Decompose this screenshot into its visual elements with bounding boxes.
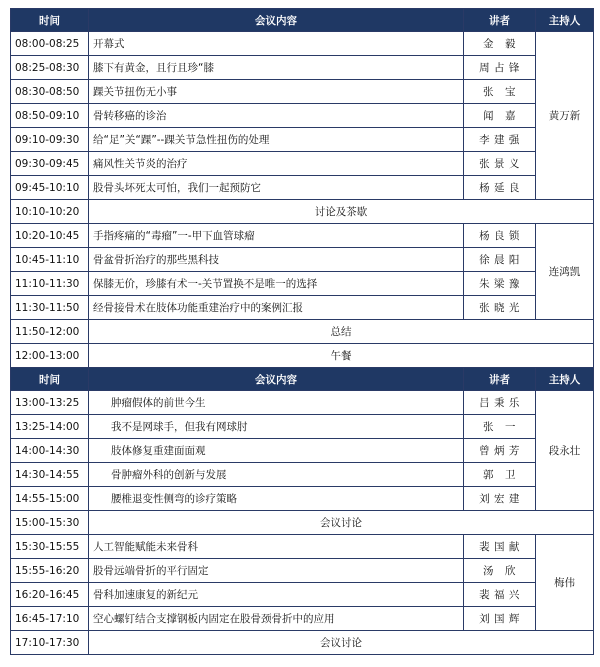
- header-row: [11, 9, 594, 32]
- label-cell: 午餐: [89, 344, 594, 368]
- table-row: [11, 439, 594, 463]
- table-row: [11, 104, 594, 128]
- table-row: [11, 80, 594, 104]
- topic-cell: 开幕式: [89, 32, 464, 56]
- time-cell: 13:00-13:25: [11, 391, 89, 415]
- speaker-cell: 吕 秉 乐: [464, 391, 536, 415]
- table-row: [11, 32, 594, 56]
- summary-row: [11, 320, 594, 344]
- host-cell: 黄万新: [536, 32, 594, 200]
- topic-cell: 给“足”关“踝”--踝关节急性扭伤的处理: [89, 128, 464, 152]
- time-cell: 08:30-08:50: [11, 80, 89, 104]
- topic-cell: 骨转移癌的诊治: [89, 104, 464, 128]
- time-cell: 09:10-09:30: [11, 128, 89, 152]
- speaker-cell: 杨 延 良: [464, 176, 536, 200]
- time-cell: 15:00-15:30: [11, 511, 89, 535]
- header-topic: 会议内容: [89, 368, 464, 391]
- table-row: [11, 583, 594, 607]
- host-cell: 段永壮: [536, 391, 594, 511]
- header-speaker: 讲者: [464, 9, 536, 32]
- speaker-cell: 金 毅: [464, 32, 536, 56]
- topic-cell: 股骨远端骨折的平行固定: [89, 559, 464, 583]
- time-cell: 11:10-11:30: [11, 272, 89, 296]
- topic-cell: 手指疼痛的“毒瘤”一-甲下血管球瘤: [89, 224, 464, 248]
- topic-cell: 痛风性关节炎的治疗: [89, 152, 464, 176]
- time-cell: 09:30-09:45: [11, 152, 89, 176]
- time-cell: 11:50-12:00: [11, 320, 89, 344]
- table-row: [11, 176, 594, 200]
- time-cell: 15:30-15:55: [11, 535, 89, 559]
- time-cell: 17:10-17:30: [11, 631, 89, 655]
- discussion-row: [11, 631, 594, 655]
- schedule-table: [10, 8, 594, 655]
- time-cell: 14:55-15:00: [11, 487, 89, 511]
- topic-cell: 保膝无价，珍膝有术一-关节置换不是唯一的选择: [89, 272, 464, 296]
- speaker-cell: 张 晓 光: [464, 296, 536, 320]
- time-cell: 15:55-16:20: [11, 559, 89, 583]
- topic-cell: 经骨接骨术在肢体功能重建治疗中的案例汇报: [89, 296, 464, 320]
- break-row: [11, 200, 594, 224]
- topic-cell: 腰椎退变性侧弯的诊疗策略: [89, 487, 464, 511]
- header-time: 时间: [11, 368, 89, 391]
- header-host: 主持人: [536, 9, 594, 32]
- speaker-cell: 裴 国 献: [464, 535, 536, 559]
- topic-cell: 空心螺钉结合支撑钢板内固定在股骨颈骨折中的应用: [89, 607, 464, 631]
- table-row: [11, 415, 594, 439]
- header-host: 主持人: [536, 368, 594, 391]
- time-cell: 12:00-13:00: [11, 344, 89, 368]
- table-row: [11, 535, 594, 559]
- table-row: [11, 607, 594, 631]
- time-cell: 10:45-11:10: [11, 248, 89, 272]
- time-cell: 14:00-14:30: [11, 439, 89, 463]
- topic-cell: 肿瘤假体的前世今生: [89, 391, 464, 415]
- table-row: [11, 487, 594, 511]
- header-time: 时间: [11, 9, 89, 32]
- time-cell: 16:45-17:10: [11, 607, 89, 631]
- speaker-cell: 朱 梁 豫: [464, 272, 536, 296]
- speaker-cell: 张 宝: [464, 80, 536, 104]
- header-row: [11, 368, 594, 391]
- time-cell: 09:45-10:10: [11, 176, 89, 200]
- speaker-cell: 张 一: [464, 415, 536, 439]
- time-cell: 08:25-08:30: [11, 56, 89, 80]
- topic-cell: 我不是网球手，但我有网球肘: [89, 415, 464, 439]
- time-cell: 11:30-11:50: [11, 296, 89, 320]
- table-row: [11, 152, 594, 176]
- speaker-cell: 闻 嘉: [464, 104, 536, 128]
- topic-cell: 踝关节扭伤无小事: [89, 80, 464, 104]
- table-row: [11, 391, 594, 415]
- time-cell: 08:50-09:10: [11, 104, 89, 128]
- table-row: [11, 272, 594, 296]
- time-cell: 10:20-10:45: [11, 224, 89, 248]
- host-cell: 梅伟: [536, 535, 594, 631]
- speaker-cell: 张 景 义: [464, 152, 536, 176]
- topic-cell: 骨科加速康复的新纪元: [89, 583, 464, 607]
- label-cell: 总结: [89, 320, 594, 344]
- time-cell: 16:20-16:45: [11, 583, 89, 607]
- header-topic: 会议内容: [89, 9, 464, 32]
- discussion-row: [11, 511, 594, 535]
- speaker-cell: 杨 良 锁: [464, 224, 536, 248]
- header-speaker: 讲者: [464, 368, 536, 391]
- time-cell: 10:10-10:20: [11, 200, 89, 224]
- time-cell: 14:30-14:55: [11, 463, 89, 487]
- table-row: [11, 224, 594, 248]
- topic-cell: 肢体修复重建面面观: [89, 439, 464, 463]
- table-row: [11, 248, 594, 272]
- table-row: [11, 56, 594, 80]
- speaker-cell: 李 建 强: [464, 128, 536, 152]
- topic-cell: 股骨头坏死太可怕，我们一起预防它: [89, 176, 464, 200]
- speaker-cell: 徐 晨 阳: [464, 248, 536, 272]
- label-cell: 会议讨论: [89, 631, 594, 655]
- lunch-row: [11, 344, 594, 368]
- speaker-cell: 汤 欣: [464, 559, 536, 583]
- speaker-cell: 曾 炳 芳: [464, 439, 536, 463]
- table-row: [11, 128, 594, 152]
- time-cell: 08:00-08:25: [11, 32, 89, 56]
- speaker-cell: 周 占 锋: [464, 56, 536, 80]
- host-cell: 连鸿凯: [536, 224, 594, 320]
- table-row: [11, 559, 594, 583]
- label-cell: 讨论及茶歇: [89, 200, 594, 224]
- label-cell: 会议讨论: [89, 511, 594, 535]
- speaker-cell: 郭 卫: [464, 463, 536, 487]
- speaker-cell: 刘 宏 建: [464, 487, 536, 511]
- time-cell: 13:25-14:00: [11, 415, 89, 439]
- table-row: [11, 463, 594, 487]
- speaker-cell: 刘 国 辉: [464, 607, 536, 631]
- topic-cell: 骨盆骨折治疗的那些黑科技: [89, 248, 464, 272]
- topic-cell: 膝下有黄金，且行且珍“膝: [89, 56, 464, 80]
- topic-cell: 人工智能赋能未来骨科: [89, 535, 464, 559]
- table-row: [11, 296, 594, 320]
- topic-cell: 骨肿瘤外科的创新与发展: [89, 463, 464, 487]
- speaker-cell: 裴 福 兴: [464, 583, 536, 607]
